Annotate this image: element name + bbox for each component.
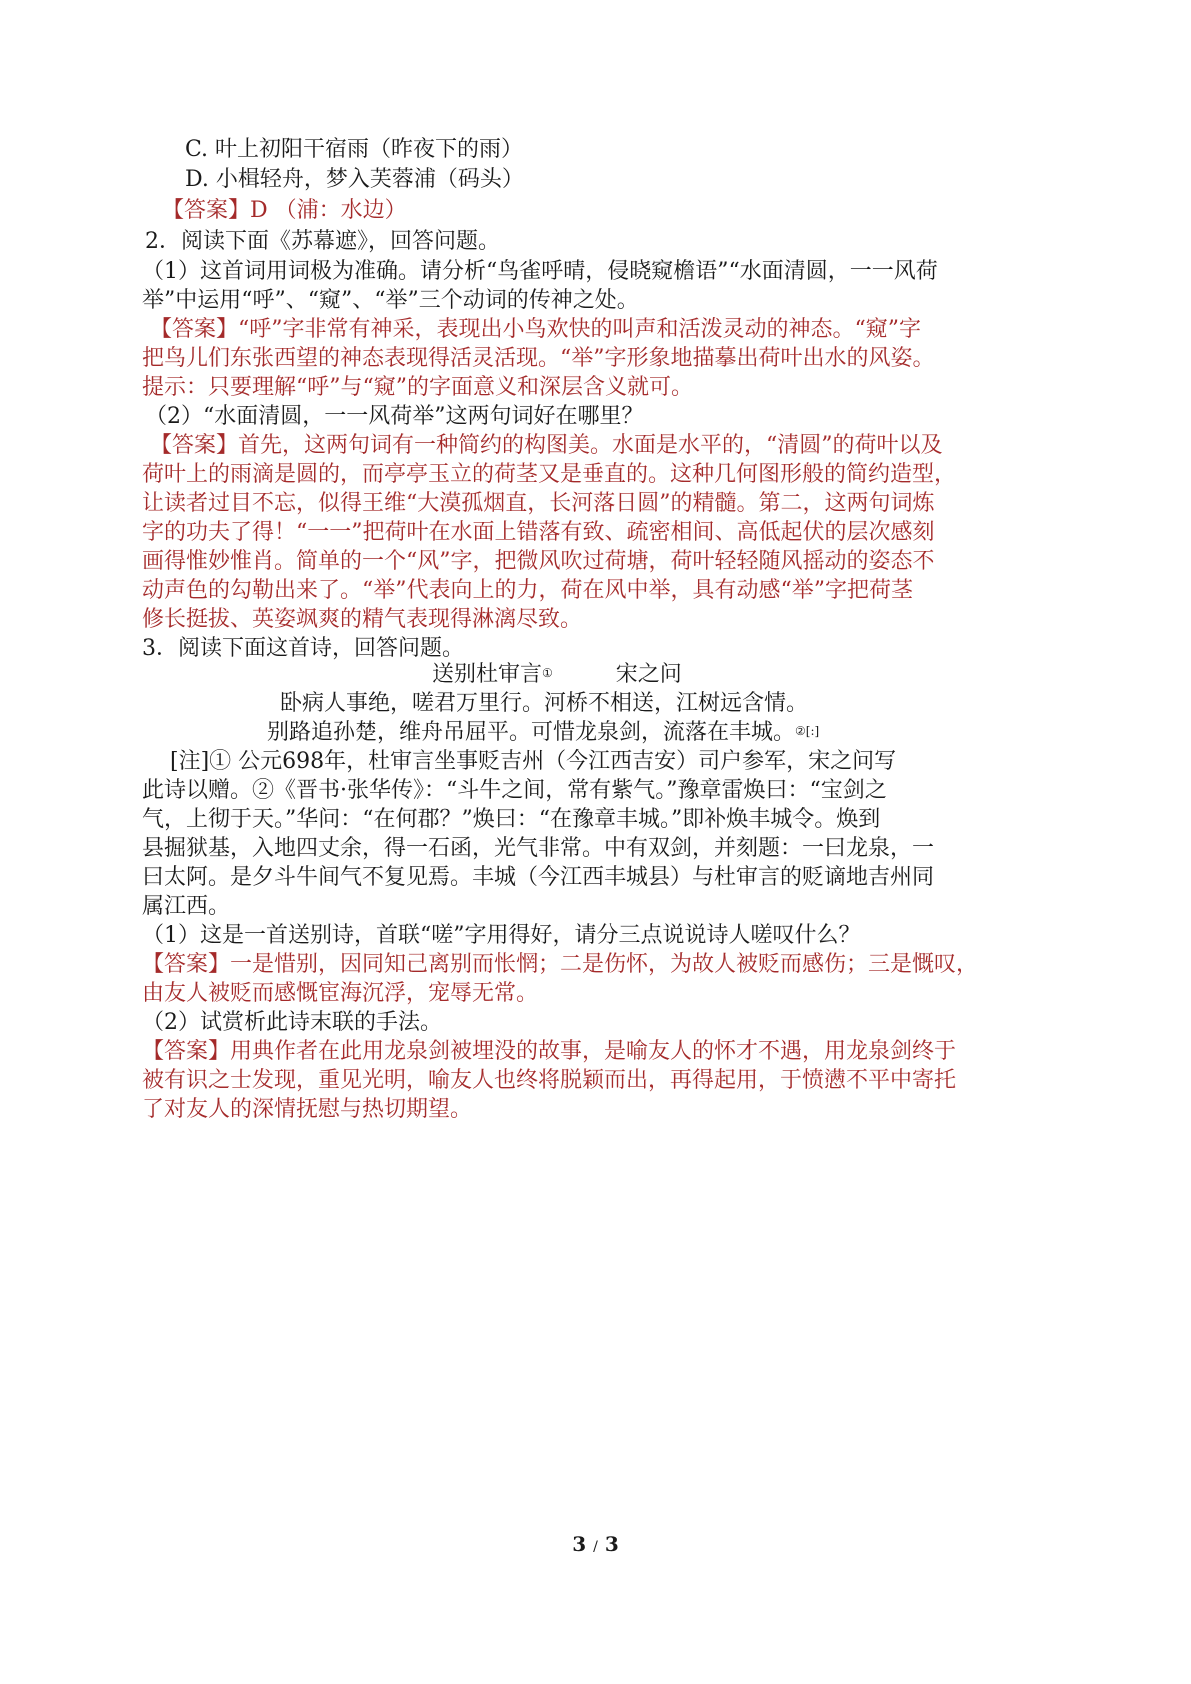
answer-line	[162, 196, 407, 226]
q2-ans2-line7: 修长挺拔、英姿飒爽的精气表现得淋漓尽致。	[142, 607, 583, 632]
q2-ans2-line6: 动声色的勾勒出来了。“举”代表向上的力，荷在风中举，具有动感“举”字把荷茎	[142, 578, 913, 603]
note-line-2: 此诗以赠。②《晋书·张华传》：“斗牛之间，常有紫气。”豫章雷焕曰：“宝剑之	[142, 778, 887, 803]
q3-sub1: （1）这是一首送别诗，首联“嗟”字用得好，请分三点说说诗人嗟叹什么？	[142, 923, 861, 948]
option-c: C. 叶上初阳干宿雨（昨夜下的雨）	[185, 137, 524, 162]
poem-line-2	[267, 718, 819, 748]
question-3-stem: 3．阅读下面这首诗，回答问题。	[142, 636, 464, 661]
answer-text: 首先，这两句词有一种简约的构图美。水面是水平的，“清圆”的荷叶以及	[238, 433, 943, 458]
page-total: 3	[604, 1532, 619, 1556]
q3-ans2-line2: 被有识之士发现，重见光明，喻友人也终将脱颖而出，再得起用，于愤懑不平中寄托	[142, 1068, 957, 1093]
answer-tag: 【答案】	[162, 198, 251, 223]
q2-ans1-line1	[150, 315, 921, 345]
answer-tag: 【答案】	[142, 1039, 231, 1064]
q2-ans1-line2: 把鸟儿们东张西望的神态表现得活灵活现。“举”字形象地描摹出荷叶出水的风姿。	[142, 346, 935, 371]
q3-sub2: （2）试赏析此诗末联的手法。	[142, 1010, 442, 1035]
note-line-1: [注]① 公元698年，杜审言坐事贬吉州（今江西吉安）司户参军，宋之问写	[170, 749, 897, 774]
answer-tag: 【答案】	[142, 952, 231, 977]
note-line-6: 属江西。	[142, 894, 231, 919]
poem-line-2-footnote: ②[:]	[795, 724, 820, 738]
page-number	[0, 1532, 1191, 1556]
poem-heading	[432, 660, 682, 690]
question-2-stem: 2．阅读下面《苏幕遮》，回答问题。	[145, 229, 500, 254]
answer-text: “呼”字非常有神采，表现出小鸟欢快的叫声和活泼灵动的神态。“窥”字	[238, 317, 922, 342]
q3-ans1-line1	[142, 950, 978, 980]
poem-line-2-text: 别路追孙楚，维舟吊屈平。可惜龙泉剑，流落在丰城。	[267, 720, 796, 745]
q2-ans2-line2: 荷叶上的雨滴是圆的，而亭亭玉立的荷茎又是垂直的。这种几何图形般的简约造型，	[142, 462, 957, 487]
q2-ans2-line4: 字的功夫了得！“一一”把荷叶在水面上错落有致、疏密相间、高低起伏的层次感刻	[142, 520, 935, 545]
answer-tag: 【答案】	[150, 433, 239, 458]
q3-ans2-line1	[142, 1037, 956, 1067]
note-line-3: 气，上彻于天。”华问：“在何郡？”焕曰：“在豫章丰城。”即补焕丰城令。焕到	[142, 807, 881, 832]
option-d: D. 小楫轻舟，梦入芙蓉浦（码头）	[185, 167, 524, 192]
page-separator: /	[593, 1539, 598, 1555]
page-current: 3	[572, 1532, 587, 1556]
q2-ans1-line3: 提示：只要理解“呼”与“窥”的字面意义和深层含义就可。	[142, 375, 693, 400]
answer-text: D （浦：水边）	[250, 198, 407, 223]
q2-sub1-line2: 举”中运用“呼”、“窥”、“举”三个动词的传神之处。	[142, 288, 639, 313]
note-line-4: 县掘狱基，入地四丈余，得一石函，光气非常。中有双剑，并刻题：一曰龙泉，一	[142, 836, 935, 861]
q2-ans2-line5: 画得惟妙惟肖。简单的一个“风”字，把微风吹过荷塘，荷叶轻轻随风摇动的姿态不	[142, 549, 935, 574]
answer-tag: 【答案】	[150, 317, 239, 342]
answer-text: 用典作者在此用龙泉剑被埋没的故事，是喻友人的怀才不遇，用龙泉剑终于	[230, 1039, 957, 1064]
note-line-5: 曰太阿。是夕斗牛间气不复见焉。丰城（今江西丰城县）与杜审言的贬谪地吉州同	[142, 865, 935, 890]
poem-title-footnote: ①	[542, 666, 553, 680]
q2-ans2-line1	[150, 431, 943, 461]
q2-ans2-line3: 让读者过目不忘，似得王维“大漠孤烟直，长河落日圆”的精髓。第二，这两句词炼	[142, 491, 935, 516]
poem-author: 宋之问	[615, 662, 682, 687]
answer-text: 一是惜别，因同知己离别而怅惘；二是伤怀，为故人被贬而感伤；三是慨叹，	[230, 952, 979, 977]
poem-line-1: 卧病人事绝，嗟君万里行。河桥不相送，江树远含情。	[280, 691, 809, 716]
q2-sub2: （2）“水面清圆，一一风荷举”这两句词好在哪里？	[145, 404, 644, 429]
q3-ans2-line3: 了对友人的深情抚慰与热切期望。	[142, 1097, 473, 1122]
q2-sub1-line1: （1）这首词用词极为准确。请分析“鸟雀呼晴，侵晓窥檐语”“水面清圆，一一风荷	[142, 259, 938, 284]
q3-ans1-line2: 由友人被贬而感慨宦海沉浮，宠辱无常。	[142, 981, 539, 1006]
poem-title: 送别杜审言	[432, 662, 543, 687]
